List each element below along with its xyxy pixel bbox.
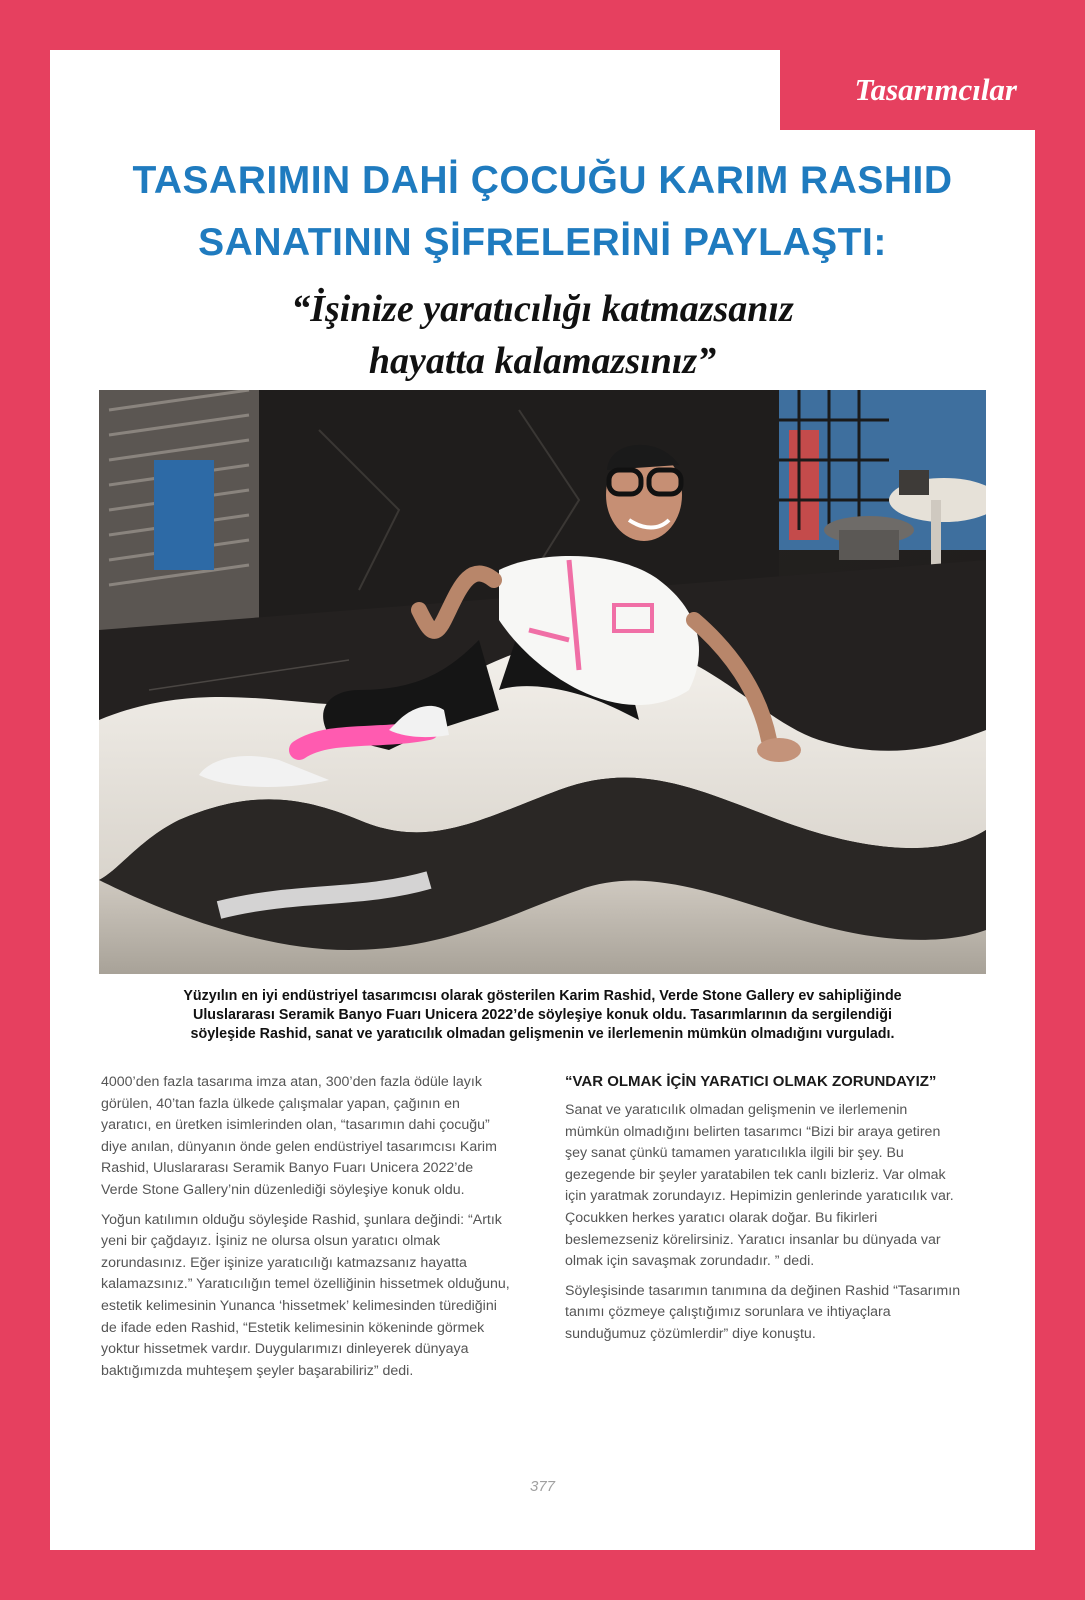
article-right-column <box>565 1072 965 1354</box>
subheading: “VAR OLMAK İÇİN YARATICI OLMAK ZORUNDAYIZ” <box>565 1073 937 1090</box>
article-paragraph: Sanat ve yaratıcılık olmadan gelişmenin ve ilerlemenin mümkün olmadığını belirten tasarımcı “Bizi bir araya getiren şey sanat çünkü tamamen yaratıcılıkla ilgili bir şey. Bu gezegende bir şeyler yaratabilen tek canlı bizleriz. Var olmak için yaratmak zorundayız. Hepimizin genlerinde yaratıcılık var. Çocukken herkes yaratıcı olarak doğar. Bu fikirleri beslemezseniz körelirsiniz. Yaratıcı insanlar bu dünyada var olmak için savaşmak zorundadır. ” dedi. <box>565 1102 954 1270</box>
magazine-page <box>50 50 1035 1550</box>
section-label: Tasarımcılar <box>854 72 1017 107</box>
article-paragraph: Yoğun katılımın olduğu söyleşide Rashid, şunlara değindi: “Artık yeni bir çağdayız. İşiniz ne olursa olsun yaratıcı olmak zorundasınız. Eğer işinize yaratıcılığı katmazsanız hayatta kalamazsınız.” Yaratıcılığın temel özelliğinin hissetmek olduğunu, estetik kelimesinin Yunanca ‘hissetmek’ kelimesinden türediğini de ifade eden Rashid, “Estetik kelimesinin kökeninde görmek yoktur hissetmek vardır. Duygularımızı dinleyerek dünyaya baktığımızda muhteşem şeyler başarabiliriz” dedi. <box>101 1211 510 1379</box>
caption-line-1: Yüzyılın en iyi endüstriyel tasarımcısı olarak gösterilen Karim Rashid, Verde Stone Gallery ev sahipliğinde <box>183 988 902 1004</box>
quote-line-2: hayatta kalamazsınız” <box>368 340 717 382</box>
section-tab <box>780 50 1035 130</box>
headline-line-2: SANATININ ŞİFRELERİNİ PAYLAŞTI: <box>198 221 887 264</box>
photo-karim-rashid-on-wavy-bench <box>99 390 986 974</box>
article-left-column <box>101 1072 511 1390</box>
caption-line-2: Uluslararası Seramik Banyo Fuarı Unicera 2022’de söyleşiye konuk oldu. Tasarımlarının da sergilendiği <box>193 1007 892 1023</box>
photo-caption <box>120 987 965 1044</box>
quote-line-1: “İşinize yaratıcılığı katmazsanız <box>291 288 794 330</box>
feature-photo <box>99 390 986 974</box>
caption-line-3: söyleşide Rashid, sanat ve yaratıcılık olmadan gelişmenin ve ilerlemenin mümkün olmadığını vurguladı. <box>190 1026 895 1042</box>
pull-quote <box>80 283 1005 387</box>
headline-line-1: TASARIMIN DAHİ ÇOCUĞU KARIM RASHID <box>132 159 953 202</box>
headline <box>80 150 1005 274</box>
page-number: 377 <box>529 1478 556 1495</box>
article-paragraph: Söyleşisinde tasarımın tanımına da değinen Rashid “Tasarımın tanımı çözmeye çalıştığımız sorunlara ve ihtiyaçlara sunduğumuz çözümlerdir” diye konuştu. <box>565 1282 961 1342</box>
article-paragraph: 4000’den fazla tasarıma imza atan, 300’den fazla ödüle layık görülen, 40’tan fazla ülkede çalışmalar yapan, çağının en yaratıcı, en üretken isimlerinden olan, “tasarımın dahi çocuğu” diye anılan, dünyanın önde gelen endüstriyel tasarımcısı Karim Rashid, Uluslararası Seramik Banyo Fuarı Unicera 2022’de Verde Stone Gallery’nin düzenlediği söyleşiye konuk oldu. <box>101 1074 497 1198</box>
